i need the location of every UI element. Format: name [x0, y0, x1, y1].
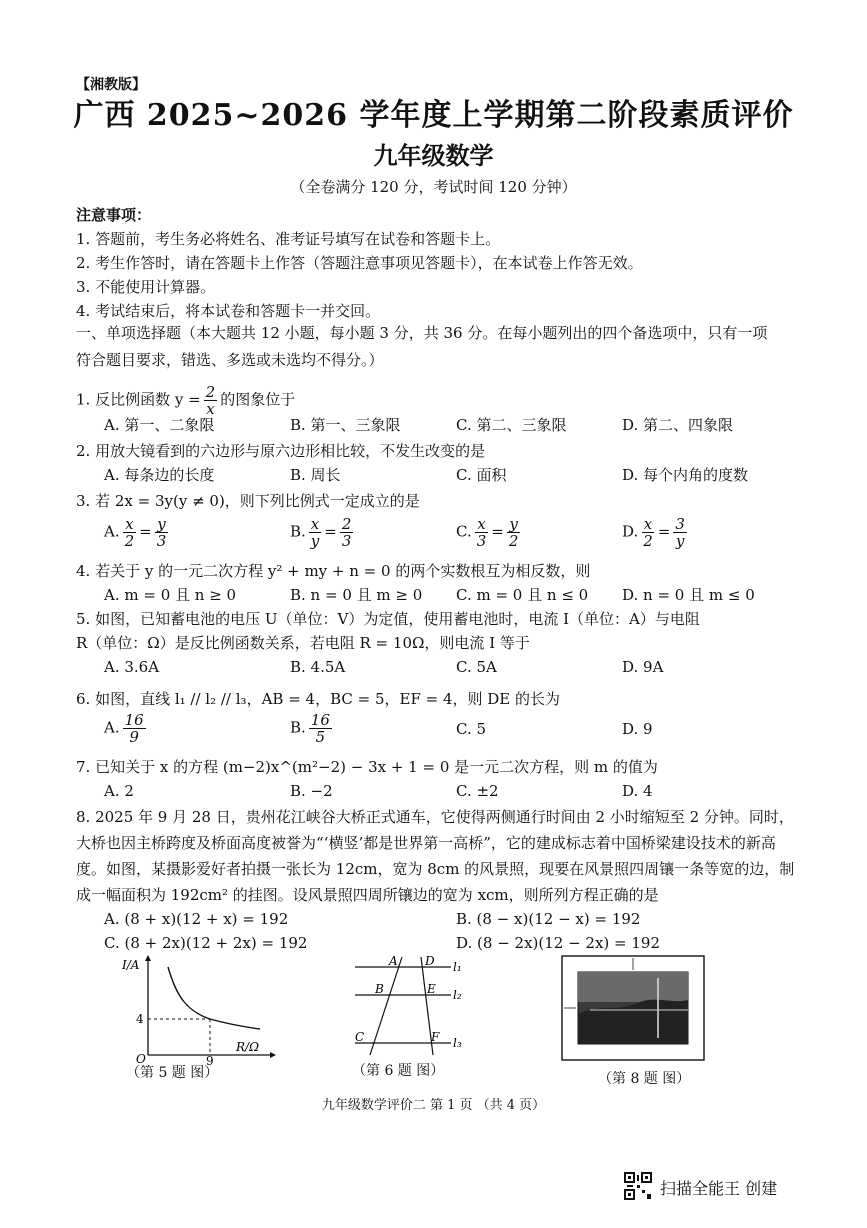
q1-fraction: $\frac{2}{x}$ [205, 383, 216, 418]
point-d: D [425, 955, 435, 968]
label-l3: l₃ [453, 1036, 462, 1050]
figure-5-caption: （第 5 题 图） [126, 1065, 219, 1081]
q5-option-a: A. 3.6A [104, 658, 160, 676]
qr-code-icon [624, 1172, 652, 1200]
figure-5-graph [120, 955, 280, 1065]
question-5-line2: R（单位：Ω）是反比例函数关系，若电阻 R = 10Ω，则电流 I 等于 [76, 634, 530, 652]
label-l1: l₁ [453, 960, 462, 974]
section-heading: 一、单项选择题（本大题共 12 小题，每小题 3 分，共 36 分。在每小题列出的四个备选项中，只有一项符合题目要求，错选、多选或未选均不得分。） [76, 324, 768, 369]
exam-subtitle: 九年级数学 [373, 141, 494, 170]
q8-option-d: D. (8 − 2x)(12 − 2x) = 192 [456, 934, 661, 952]
question-8: 8. 2025 年 9 月 28 日，贵州花江峡谷大桥正式通车，它使得两侧通行时间由 2 小时缩短至 2 分钟。同时，大桥也因主桥跨度及桥面高度被誉为“‘横竖’都是世界第一高桥”，它的建成标志着中国桥梁建设技术的新高度。如图，某摄影爱好者拍摄一张长为 12cm，宽为 8cm 的风景照，现要在风景照四周镶一条等宽的边，制成一幅面积为 192cm² 的挂图。设风景照四周所镶边的宽为 xcm，则所列方程正确的是 [76, 808, 795, 904]
q2-option-c: C. 面积 [456, 466, 507, 484]
question-7: 7. 已知关于 x 的方程 (m−2)x^(m²−2) − 3x + 1 = 0 是一元二次方程，则 m 的值为 [76, 758, 658, 776]
q1-stem: 1. 反比例函数 y = [76, 390, 201, 409]
q2-option-d: D. 每个内角的度数 [622, 466, 749, 484]
q1-option-c: C. 第二、三象限 [456, 416, 567, 434]
exam-title: 广西 2025~2026 学年度上学期第二阶段素质评价 [73, 98, 794, 133]
x-axis-label: R/Ω [236, 1040, 260, 1054]
figure-6-diagram [345, 955, 475, 1059]
notice-heading: 注意事项： [76, 206, 152, 224]
notice-item: 4. 考试结束后，将本试卷和答题卡一并交回。 [76, 302, 381, 320]
q4-option-c: C. m = 0 且 n ≤ 0 [456, 586, 589, 604]
q1-option-a: A. 第一、二象限 [104, 416, 215, 434]
q3-option-d: D. $\frac{x}{2}$ = $\frac{3}{y}$ [622, 515, 685, 550]
q1-stem-end: 的图象位于 [220, 390, 296, 409]
point-a: A [389, 955, 398, 968]
figure-8-caption: （第 8 题 图） [598, 1071, 691, 1087]
q3-option-b: B. $\frac{x}{y}$ = $\frac{2}{3}$ [290, 515, 352, 550]
q8-option-a: A. (8 + x)(12 + x) = 192 [104, 910, 289, 928]
photo-sky [578, 972, 688, 1002]
q4-option-d: D. n = 0 且 m ≤ 0 [622, 586, 755, 604]
origin-label: O [136, 1052, 146, 1065]
x-tick-label: 9 [206, 1054, 214, 1065]
x-axis-arrow [270, 1052, 276, 1058]
figure-6-caption: （第 6 题 图） [352, 1063, 445, 1079]
score-line: （全卷满分 120 分，考试时间 120 分钟） [290, 178, 577, 196]
q7-option-b: B. −2 [290, 782, 333, 800]
figure-8-photo-frame [560, 954, 706, 1062]
q5-option-c: C. 5A [456, 658, 497, 676]
q8-option-b: B. (8 − x)(12 − x) = 192 [456, 910, 641, 928]
page-footer: 九年级数学评价二 第 1 页 （共 4 页） [321, 1098, 546, 1113]
question-3: 3. 若 2x = 3y(y ≠ 0)，则下列比例式一定成立的是 [76, 492, 420, 510]
q1-option-d: D. 第二、四象限 [622, 416, 734, 434]
y-axis-arrow [145, 955, 151, 961]
q4-option-b: B. n = 0 且 m ≥ 0 [290, 586, 423, 604]
y-tick-label: 4 [136, 1012, 144, 1026]
edition-label: 【湘教版】 [76, 77, 146, 93]
point-c: C [355, 1030, 365, 1044]
scanner-watermark: 扫描全能王 创建 [660, 1179, 778, 1198]
q5-option-b: B. 4.5A [290, 658, 346, 676]
q6-option-d: D. 9 [622, 720, 653, 738]
y-axis-label: I/A [122, 958, 140, 972]
question-5-line1: 5. 如图，已知蓄电池的电压 U（单位：V）为定值，使用蓄电池时，电流 I（单位：A）与电阻 [76, 610, 700, 628]
label-l2: l₂ [453, 988, 462, 1002]
question-4: 4. 若关于 y 的一元二次方程 y² + my + n = 0 的两个实数根互为相反数，则 [76, 562, 591, 580]
hyperbola-curve [168, 967, 260, 1029]
transversal-ac [370, 957, 402, 1055]
q3-option-c: C. $\frac{x}{3}$ = $\frac{y}{2}$ [456, 515, 519, 550]
question-6: 6. 如图，直线 l₁ // l₂ // l₃，AB = 4，BC = 5，EF = 4，则 DE 的长为 [76, 690, 561, 708]
q3-option-a: A. $\frac{x}{2}$ = $\frac{y}{3}$ [104, 515, 167, 550]
question-2: 2. 用放大镜看到的六边形与原六边形相比较，不发生改变的是 [76, 442, 486, 460]
notice-item: 2. 考生作答时，请在答题卡上作答（答题注意事项见答题卡），在本试卷上作答无效。 [76, 254, 643, 272]
notice-item: 3. 不能使用计算器。 [76, 278, 216, 296]
q7-option-c: C. ±2 [456, 782, 499, 800]
q6-option-b: B. $\frac{16}{5}$ [290, 711, 330, 746]
q5-option-d: D. 9A [622, 658, 664, 676]
q2-option-a: A. 每条边的长度 [104, 466, 215, 484]
question-1 [76, 384, 295, 417]
q8-option-c: C. (8 + 2x)(12 + 2x) = 192 [104, 934, 308, 952]
q6-option-a: A. $\frac{16}{9}$ [104, 711, 144, 746]
q6-option-c: C. 5 [456, 720, 487, 738]
q2-option-b: B. 周长 [290, 466, 341, 484]
q1-option-b: B. 第一、三象限 [290, 416, 401, 434]
point-e: E [427, 982, 436, 996]
point-b: B [375, 982, 384, 996]
point-f: F [431, 1030, 440, 1044]
q7-option-d: D. 4 [622, 782, 653, 800]
q7-option-a: A. 2 [104, 782, 134, 800]
q4-option-a: A. m = 0 且 n ≥ 0 [104, 586, 237, 604]
notice-item: 1. 答题前，考生务必将姓名、准考证号填写在试卷和答题卡上。 [76, 230, 501, 248]
